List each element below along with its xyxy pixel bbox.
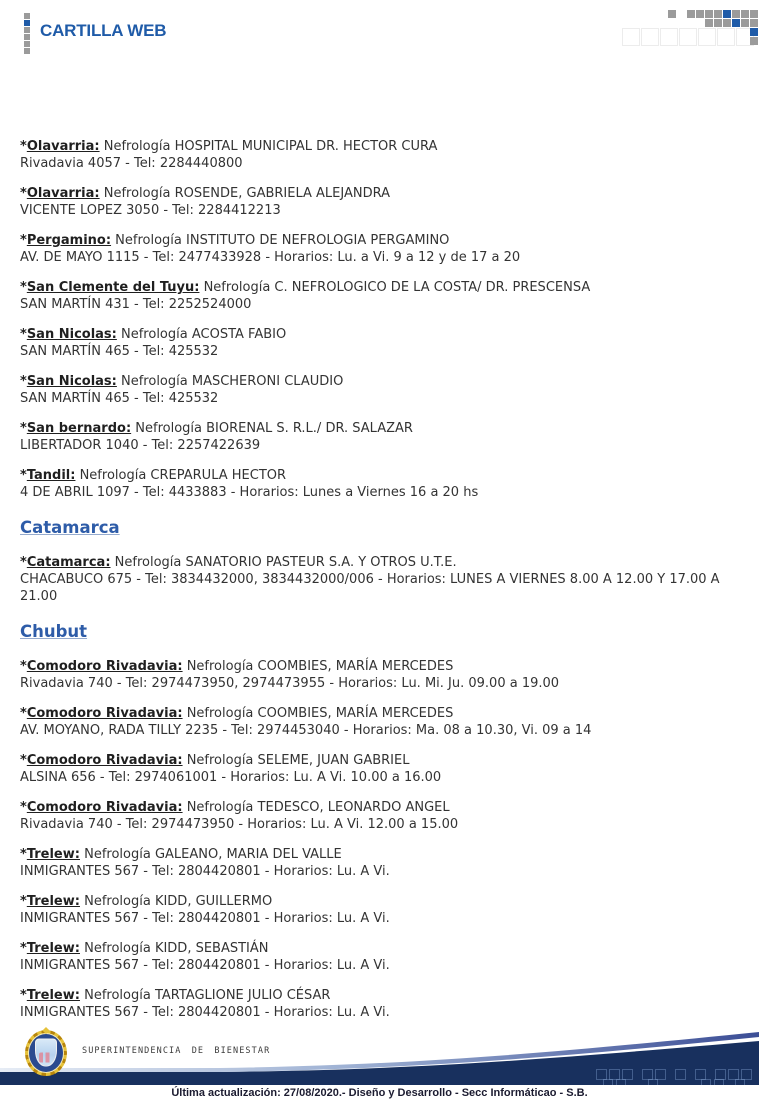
entry-city: Comodoro Rivadavia: [26,800,183,815]
entry-city: Comodoro Rivadavia: [26,706,183,721]
entry-bullet: * [20,988,27,1003]
entry-bullet: * [20,941,27,956]
entry-bullet: * [20,186,27,201]
entry-city: San Nicolas: [26,327,117,342]
entry-city: Pergamino: [26,233,112,248]
provider-entry: *Trelew: Nefrología KIDD, SEBASTIÁN INMIGRANTES 567 - Tel: 2804420801 - Horarios: Lu. A Vi. [20,941,390,973]
footer-update-line [0,1087,759,1099]
entry-bullet: * [20,659,27,674]
entry-city: Comodoro Rivadavia: [26,659,183,674]
superintendencia-logo [25,1030,67,1076]
provider-entry: *Comodoro Rivadavia: Nefrología TEDESCO, LEONARDO ANGEL Rivadavia 740 - Tel: 2974473950 - Horarios: Lu. A Vi. 12.00 a 15.00 [20,800,459,832]
entry-bullet: * [20,894,27,909]
entry-city: Trelew: [26,988,80,1003]
provider-entry: *San Nicolas: Nefrología ACOSTA FABIO SAN MARTÍN 465 - Tel: 425532 [20,327,287,359]
entry-bullet: * [20,139,27,154]
provider-entry: *Trelew: Nefrología TARTAGLIONE JULIO CÉSAR INMIGRANTES 567 - Tel: 2804420801 - Horarios: Lu. A Vi. [20,988,390,1020]
provider-entry: *Pergamino: Nefrología INSTITUTO DE NEFROLOGIA PERGAMINO AV. DE MAYO 1115 - Tel: 2477433928 - Horarios: Lu. a Vi. 9 a 12 y de 17 a 20 [20,233,521,265]
entry-city: Tandil: [26,468,76,483]
entry-bullet: * [20,468,27,483]
footer [0,1028,759,1101]
entry-city: Trelew: [26,894,80,909]
entry-city: San Nicolas: [26,374,117,389]
entry-bullet: * [20,233,27,248]
footer-update-text: Última actualización: 27/08/2020.- Diseño y Desarrollo - Secc Informáticao - S.B. [168,1087,590,1101]
entry-city: Catamarca: [26,555,111,570]
entry-bullet: * [20,421,27,436]
entry-bullet: * [20,327,27,342]
entry-city: San Clemente del Tuyu: [26,280,200,295]
entry-bullet: * [20,753,27,768]
page-title: CARTILLA WEB [40,21,167,40]
entry-bullet: * [20,800,27,815]
provider-entry: *San Clemente del Tuyu: Nefrología C. NEFROLOGICO DE LA COSTA/ DR. PRESCENSA SAN MARTÍN 431 - Tel: 2252524000 [20,280,591,312]
provider-entry: *Trelew: Nefrología KIDD, GUILLERMO INMIGRANTES 567 - Tel: 2804420801 - Horarios: Lu. A Vi. [20,894,390,926]
entry-city: Trelew: [26,847,80,862]
provider-entry: *Tandil: Nefrología CREPARULA HECTOR 4 DE ABRIL 1097 - Tel: 4433883 - Horarios: Lunes a Viernes 16 a 20 hs [20,468,479,500]
entry-city: Comodoro Rivadavia: [26,753,183,768]
entry-bullet: * [20,555,27,570]
entry-bullet: * [20,280,27,295]
provider-entry: *Comodoro Rivadavia: Nefrología COOMBIES, MARÍA MERCEDES AV. MOYANO, RADA TILLY 2235 - Tel: 2974453040 - Horarios: Ma. 08 a 10.30, Vi. 09 a 14 [20,706,592,738]
provider-entry: *Olavarria: Nefrología ROSENDE, GABRIELA ALEJANDRA VICENTE LOPEZ 3050 - Tel: 2284412213 [20,186,391,218]
entry-city: San bernardo: [26,421,132,436]
provider-sections [20,138,739,1034]
provider-entry: *San bernardo: Nefrología BIORENAL S. R.L./ DR. SALAZAR LIBERTADOR 1040 - Tel: 2257422639 [20,421,413,453]
entry-city: Olavarria: [26,186,100,201]
entry-city: Olavarria: [26,139,100,154]
province-heading-catamarca[interactable]: Catamarca [20,518,120,537]
footer-swoosh-decoration [0,1028,759,1085]
logo-shield-icon [35,1038,57,1066]
province-heading-chubut[interactable]: Chubut [20,622,88,641]
provider-entry: *Comodoro Rivadavia: Nefrología SELEME, JUAN GABRIEL ALSINA 656 - Tel: 2974061001 - Horarios: Lu. A Vi. 10.00 a 16.00 [20,753,442,785]
org-name: SUPERINTENDENCIA DE BIENESTAR [82,1046,271,1056]
pixel-grid-decoration [0,0,759,56]
provider-entry: *Comodoro Rivadavia: Nefrología COOMBIES, MARÍA MERCEDES Rivadavia 740 - Tel: 2974473950, 2974473955 - Horarios: Lu. Mi. Ju. 09.00 a 19.00 [20,659,560,691]
provider-entry: *San Nicolas: Nefrología MASCHERONI CLAUDIO SAN MARTÍN 465 - Tel: 425532 [20,374,344,406]
entry-bullet: * [20,706,27,721]
entry-bullet: * [20,374,27,389]
provider-entry: *Catamarca: Nefrología SANATORIO PASTEUR S.A. Y OTROS U.T.E. CHACABUCO 675 - Tel: 3834432000, 3834432000/006 - Horarios: LUNES A VIERNES 8.00 A 12.00 Y 17.00 A 21.00 [20,555,720,604]
provider-entry: *Olavarria: Nefrología HOSPITAL MUNICIPAL DR. HECTOR CURA Rivadavia 4057 - Tel: 2284440800 [20,139,438,171]
header [0,0,759,56]
provider-entry: *Trelew: Nefrología GALEANO, MARIA DEL VALLE INMIGRANTES 567 - Tel: 2804420801 - Horarios: Lu. A Vi. [20,847,390,879]
entry-bullet: * [20,847,27,862]
entry-city: Trelew: [26,941,80,956]
